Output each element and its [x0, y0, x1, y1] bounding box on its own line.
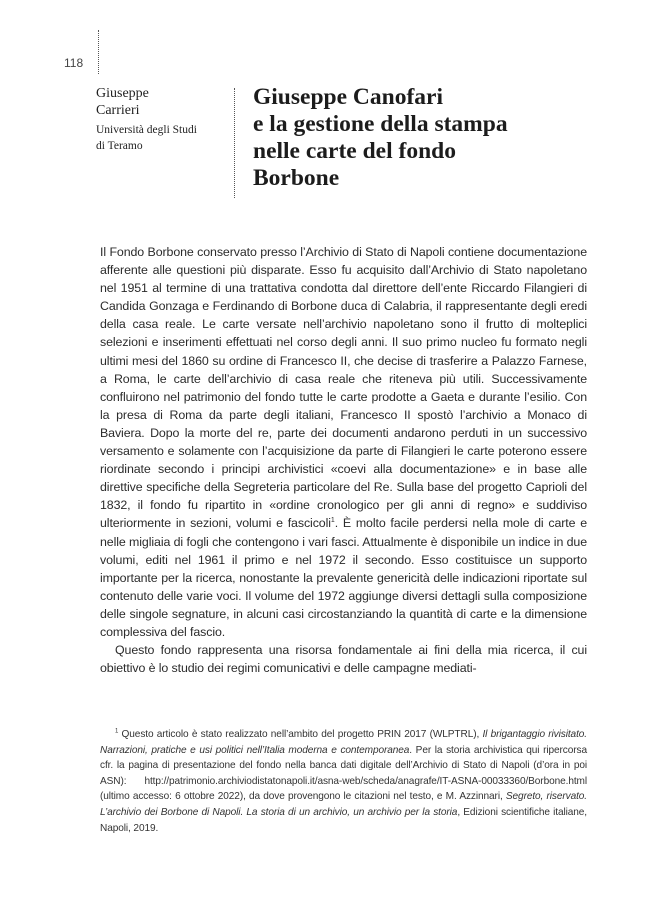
author-first-name: Giuseppe — [96, 86, 149, 101]
footnote-text-2: . Per la storia archivistica qui ripercorsa cfr. la pagina di presentazione del fondo nella banca dati digitale dell’Archivio di Stato di Napoli (d’ora in poi ASN): http://patrimonio.archiviodistatonapoli.it/asna-web/scheda/anagrafe/IT-ASNA-00033360/Borbone.html (ultimo accesso: 6 ottobre 2022), da dove provengono le citazioni nel testo, e M. Azzinnari, — [100, 744, 587, 803]
affiliation-line-1: Università degli Studi — [96, 124, 197, 136]
title-line-3: nelle carte del fondo — [253, 138, 456, 164]
paragraph-1-text-b: . È molto facile perdersi nella mole di carte e nelle migliaia di fogli che contengono i vari fasci. Attualmente è disponibile un indice in due volumi, editi nel 1961 il primo e nel 1972 il secondo. Esso costituisce un supporto importante per la ricerca, nonostante la prevalente genericità delle indicazioni riportate sul contenuto delle varie voci. Il volume del 1972 aggiunge diversi dettagli sulla composizione delle singole segnature, in alcuni casi circostanziando la quantità di carte e la dimensione complessiva del fascio. — [100, 516, 587, 639]
margin-divider — [98, 30, 99, 74]
footnote-italic-2: Segreto, riservato. L’archivio dei Borbone di Napoli. La storia di un archivio, un archivio per la storia — [100, 791, 587, 818]
author-last-name: Carrieri — [96, 103, 140, 118]
paragraph-1-text-a: Il Fondo Borbone conservato presso l’Archivio di Stato di Napoli contiene documentazione afferente alle questioni più disparate. Esso fu acquisito dall’Archivio di Stato napoletano nel 1951 al termine di una trattativa condotta dal direttore dell’ente Riccardo Filangieri di Candida Gonzaga e Ferdinando di Borbone duca di Calabria, il rappresentante degli eredi della casa reale. Le carte versate nell’archivio napoletano sono il frutto di molteplici selezioni e inserimenti effettuati nel corso degli anni. Il suo primo nucleo fu formato negli ultimi mesi del 1860 su ordine di Francesco II, che decise di trasferire a Palazzo Farnese, a Roma, le carte dell’archivio di casa reale che riteneva più utili. Successivamente confluirono nel patrimonio del fondo tutte le carte prodotte a Gaeta e durante l’esilio. Con la presa di Roma da parte degli italiani, Francesco II spostò l’archivio a Monaco di Baviera. Dopo la morte del re, parte dei documenti andarono perduti in un successivo versamento e solamente con l’acquisizione da parte di Filangieri le carte poterono essere riordinate secondo i principi archivistici «coevi alla documentazione» e in base alle direttive specifiche della Segreteria particolare del Re. Sulla base del progetto Caprioli del 1832, il fondo fu ripartito in «ordine cronologico per gli anni di regno» e suddiviso ulteriormente in sezioni, volumi e fascicoli — [100, 245, 587, 531]
title-line-2: e la gestione della stampa — [253, 111, 508, 137]
footnote-italic-1: Il brigantaggio rivisitato. Narrazioni, pratiche e usi politici nell’Italia moderna e contemporanea — [100, 729, 587, 756]
page-number: 118 — [64, 56, 84, 70]
footnote-text-3: , Edizioni scientifiche italiane, Napoli, 2019. — [100, 806, 587, 834]
paragraph-1 — [100, 243, 587, 641]
title-line-1: Giuseppe Canofari — [253, 84, 443, 110]
footnote — [100, 727, 587, 836]
article-title — [253, 84, 583, 192]
footnote-text-1: Questo articolo è stato realizzato nell’ambito del progetto PRIN 2017 (WLPTRL), — [118, 729, 483, 740]
title-line-4: Borbone — [253, 165, 340, 191]
title-divider — [234, 88, 235, 198]
affiliation-line-2: di Teramo — [96, 140, 143, 152]
paragraph-2: Questo fondo rappresenta una risorsa fondamentale ai fini della mia ricerca, il cui obiettivo è lo studio dei regimi comunicativi e delle campagne mediati- — [100, 643, 587, 676]
footnote-marker: 1 — [115, 728, 119, 735]
author-block — [96, 85, 228, 154]
article-body — [100, 243, 587, 677]
footnote-reference: 1 — [330, 517, 335, 525]
author-affiliation — [96, 122, 228, 154]
